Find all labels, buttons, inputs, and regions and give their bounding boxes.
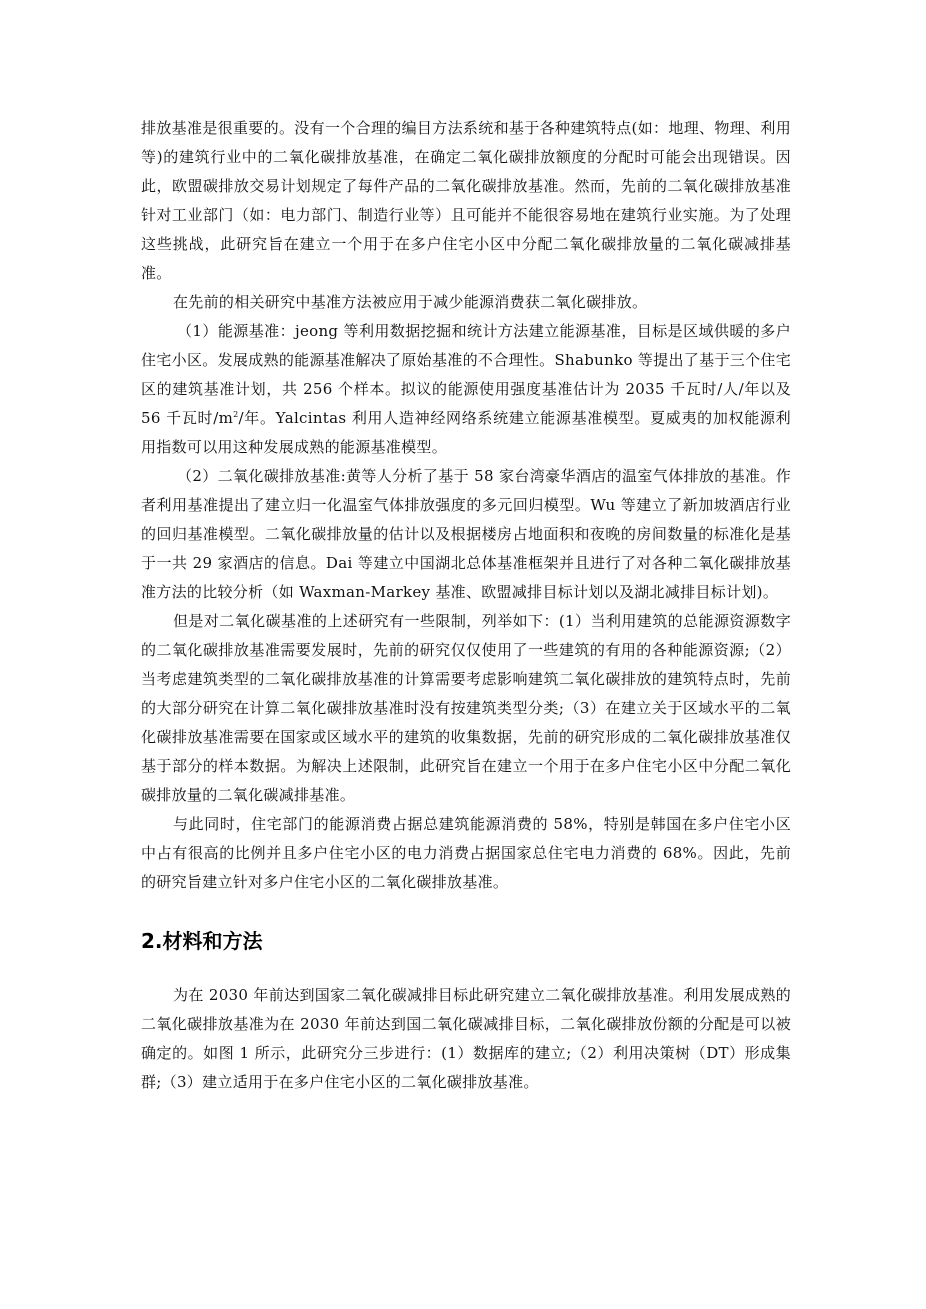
paragraph-prior-research-intro: 在先前的相关研究中基准方法被应用于减少能源消费获二氧化碳排放。: [173, 293, 648, 311]
paragraph-energy-benchmark: [141, 317, 791, 462]
document-body: [141, 114, 791, 1097]
paragraph-limitations: 但是对二氧化碳基准的上述研究有一些限制，列举如下：(1）当利用建筑的总能源资源数字的二氧化碳排放基准需要发展时，先前的研究仅仅使用了一些建筑的有用的各种能源资源;（2）当考虑建筑类型的二氧化碳排放基准的计算需要考虑影响建筑二氧化碳排放的建筑特点时，先前的大部分研究在计算二氧化碳排放基准时没有按建筑类型分类;（3）在建立关于区域水平的二氧化碳排放基准需要在国家或区域水平的建筑的收集数据，先前的研究形成的二氧化碳排放基准仅基于部分的样本数据。为解决上述限制，此研究旨在建立一个用于在多户住宅小区中分配二氧化碳排放量的二氧化碳减排基准。: [141, 612, 791, 804]
energy-benchmark-text-end: /年。Yalcintas 利用人造神经网络系统建立能源基准模型。夏威夷的加权能源利用指数可以用这种发展成熟的能源基准模型。: [141, 409, 791, 456]
paragraph-residential-consumption: 与此同时，住宅部门的能源消费占据总建筑能源消费的 58%，特别是韩国在多户住宅小区中占有很高的比例并且多户住宅小区的电力消费占据国家总住宅电力消费的 68%。因此，先前的研究旨建立针对多户住宅小区的二氧化碳排放基准。: [141, 815, 791, 891]
paragraph-methods-overview: 为在 2030 年前达到国家二氧化碳减排目标此研究建立二氧化碳排放基准。利用发展成熟的二氧化碳排放基准为在 2030 年前达到国二氧化碳减排目标，二氧化碳排放份额的分配是可以被确定的。如图 1 所示，此研究分三步进行：(1）数据库的建立;（2）利用决策树（DT）形成集群;（3）建立适用于在多户住宅小区的二氧化碳排放基准。: [141, 986, 791, 1091]
section-heading-materials-methods: 2.材料和方法: [141, 929, 263, 953]
area-unit-superscript: 2: [233, 410, 239, 419]
energy-benchmark-text-start: （1）能源基准：jeong 等利用数据挖掘和统计方法建立能源基准，目标是区域供暖的多户住宅小区。发展成熟的能源基准解决了原始基准的不合理性。Shabunko 等提出了基于三个住宅区的建筑基准计划，共 256 个样本。拟议的能源使用强度基准估计为 2035 千瓦时/人/年以及 56 千瓦时/m: [141, 322, 791, 427]
paragraph-emission-benchmark-importance: 排放基准是很重要的。没有一个合理的编目方法系统和基于各种建筑特点(如：地理、物理、利用等)的建筑行业中的二氧化碳排放基准，在确定二氧化碳排放额度的分配时可能会出现错误。因此，欧盟碳排放交易计划规定了每件产品的二氧化碳排放基准。然而，先前的二氧化碳排放基准针对工业部门（如：电力部门、制造行业等）且可能并不能很容易地在建筑行业实施。为了处理这些挑战，此研究旨在建立一个用于在多户住宅小区中分配二氧化碳排放量的二氧化碳减排基准。: [141, 119, 791, 282]
paragraph-co2-emission-benchmark: （2）二氧化碳排放基准:黄等人分析了基于 58 家台湾豪华酒店的温室气体排放的基准。作者利用基准提出了建立归一化温室气体排放强度的多元回归模型。Wu 等建立了新加坡酒店行业的回归基准模型。二氧化碳排放量的估计以及根据楼房占地面积和夜晚的房间数量的标准化是基于一共 29 家酒店的信息。Dai 等建立中国湖北总体基准框架并且进行了对各种二氧化碳排放基准方法的比较分析（如 Waxman-Markey 基准、欧盟减排目标计划以及湖北减排目标计划)。: [141, 467, 791, 601]
